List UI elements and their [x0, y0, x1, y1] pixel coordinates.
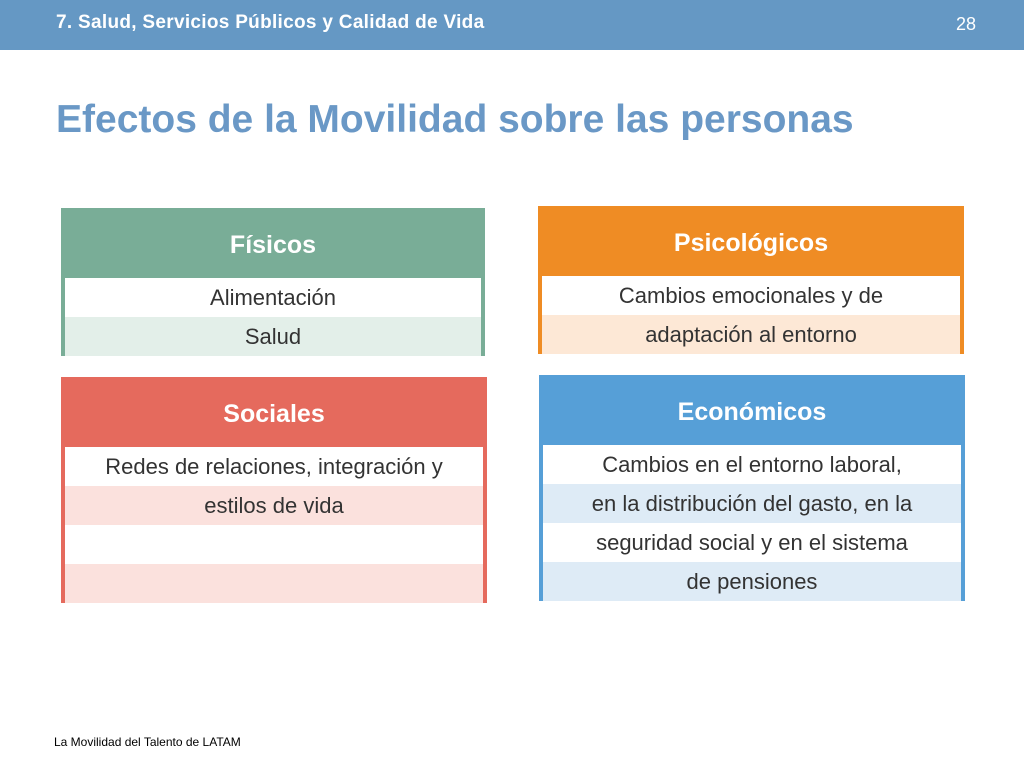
card-sociales-row: [65, 525, 483, 564]
header-bar: [0, 0, 1024, 50]
card-economicos-heading: Económicos: [543, 379, 961, 445]
card-fisicos: [61, 208, 485, 356]
card-sociales-row: estilos de vida: [65, 486, 483, 525]
slide-title: Efectos de la Movilidad sobre las personas: [56, 98, 854, 141]
section-title: 7. Salud, Servicios Públicos y Calidad de Vida: [56, 12, 485, 33]
card-economicos-row: de pensiones: [543, 562, 961, 601]
card-fisicos-row: Alimentación: [210, 285, 336, 310]
card-economicos-row: en la distribución del gasto, en la: [543, 484, 961, 523]
card-psicologicos-row: adaptación al entorno: [542, 315, 960, 354]
card-economicos-row: Cambios en el entorno laboral,: [602, 452, 902, 477]
card-economicos: [539, 375, 965, 601]
page-number: 28: [955, 14, 976, 34]
card-sociales-row: Redes de relaciones, integración y: [105, 454, 443, 479]
card-sociales: [61, 377, 487, 603]
card-fisicos-heading: Físicos: [65, 212, 481, 278]
card-fisicos-row: Salud: [65, 317, 481, 356]
card-sociales-heading: Sociales: [65, 381, 483, 447]
card-psicologicos: [538, 206, 964, 354]
card-psicologicos-heading: Psicológicos: [542, 210, 960, 276]
card-sociales-row: [65, 564, 483, 603]
footer-text: La Movilidad del Talento de LATAM: [54, 735, 241, 749]
card-psicologicos-row: Cambios emocionales y de: [618, 283, 884, 308]
card-economicos-row: seguridad social y en el sistema: [596, 530, 908, 555]
